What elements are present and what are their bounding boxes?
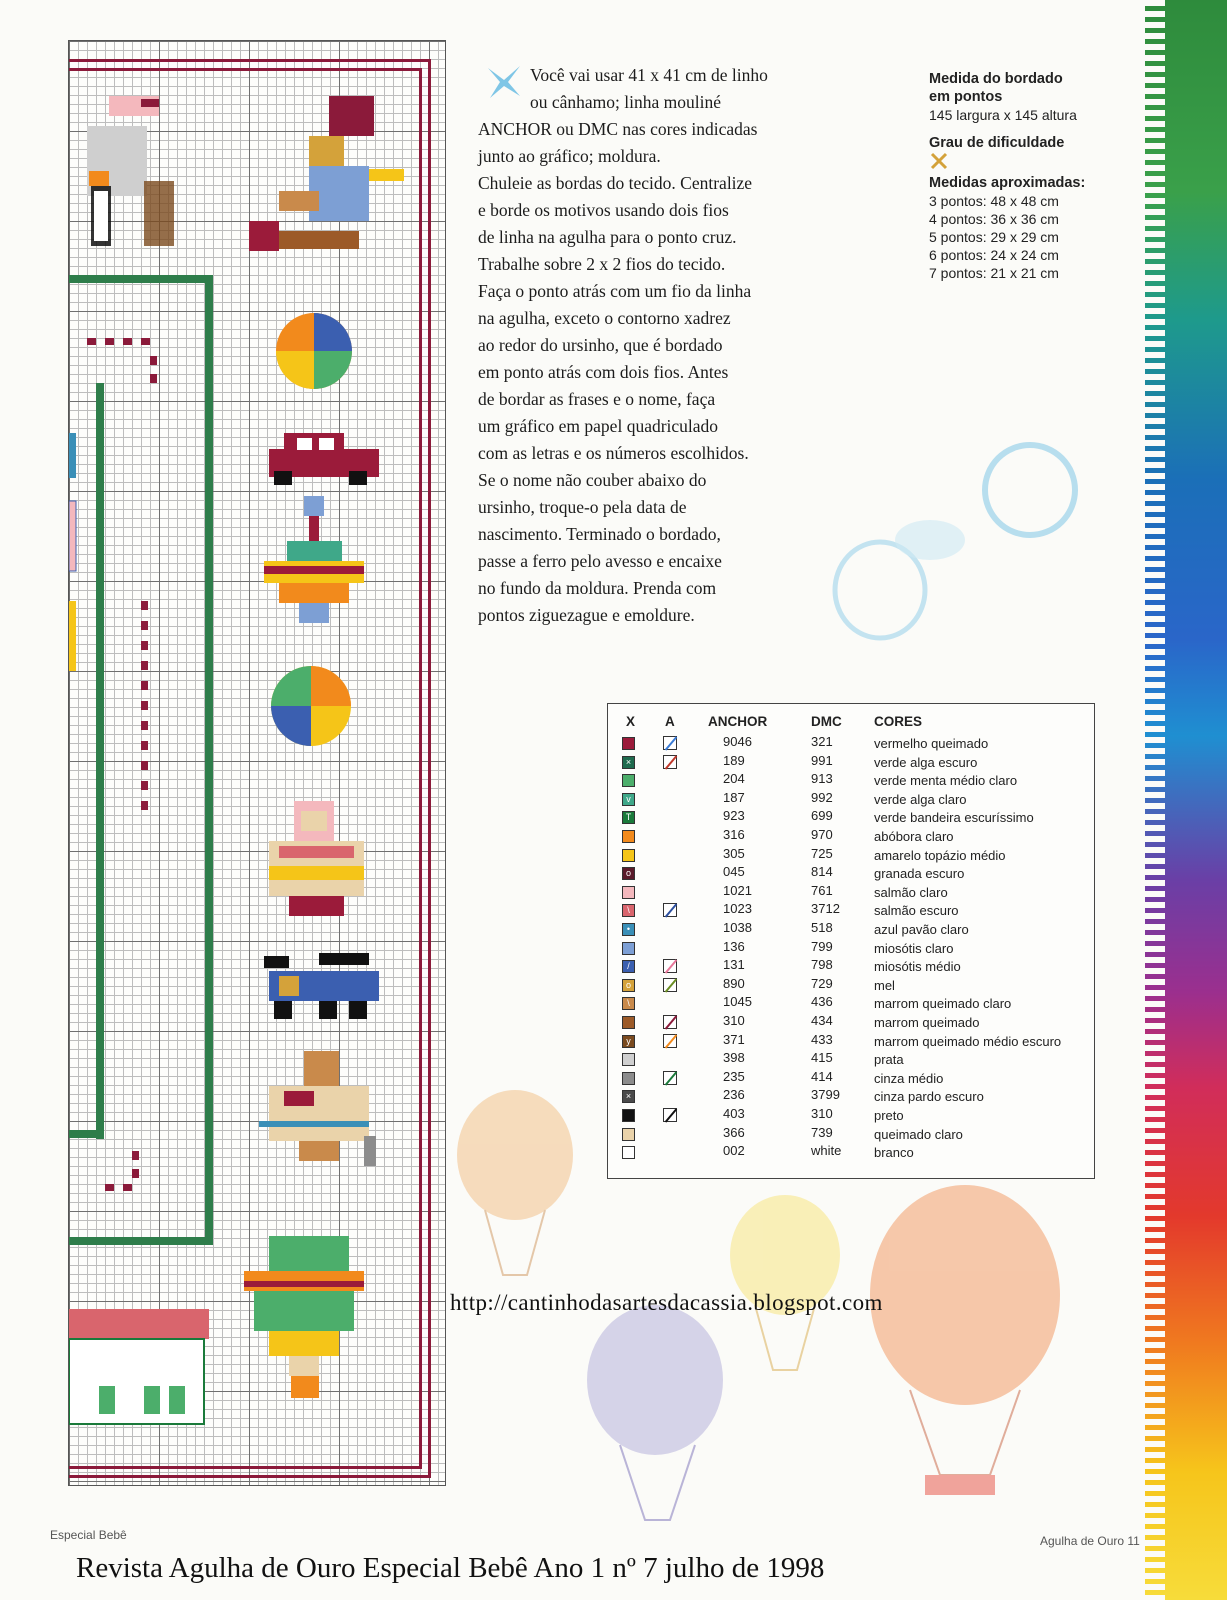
difficulty-heading: Grau de dificuldade [929, 135, 1065, 151]
color-swatch [622, 1072, 635, 1085]
dmc-code: 814 [811, 864, 833, 880]
measures-heading: Medidas aproximadas: [929, 175, 1086, 191]
anchor-code: 310 [723, 1013, 745, 1028]
color-name: miosótis médio [874, 959, 961, 975]
backstitch-swatch [663, 959, 677, 973]
legend-header-anchor: ANCHOR [708, 714, 768, 729]
color-swatch [622, 1016, 635, 1029]
legend-header-dmc: DMC [811, 714, 842, 729]
color-name: branco [874, 1145, 914, 1161]
size-heading-2: em pontos [929, 89, 1003, 105]
color-name: queimado claro [874, 1126, 963, 1142]
instruction-line: em ponto atrás com dois fios. Antes [478, 362, 729, 382]
dmc-code: 3712 [811, 901, 840, 917]
dmc-code: 992 [811, 789, 833, 805]
color-swatch [622, 830, 635, 843]
instruction-line: ursinho, troque-o pela data de [478, 497, 687, 517]
size-value: 145 largura x 145 altura [929, 107, 1077, 123]
pacifier-illustration [820, 430, 1140, 670]
anchor-code: 398 [723, 1050, 745, 1066]
color-name: granada escuro [874, 866, 965, 882]
instructions-text [478, 62, 838, 629]
color-swatch [622, 774, 635, 787]
legend-row [608, 901, 1094, 920]
color-swatch: / [622, 960, 635, 973]
anchor-code: 045 [723, 864, 745, 880]
dmc-code: 518 [811, 920, 833, 935]
color-name: verde menta médio claro [874, 773, 1018, 789]
backstitch-swatch [663, 903, 677, 917]
instruction-line: de bordar as frases e o nome, faça [478, 389, 716, 409]
legend-row [608, 1032, 1094, 1051]
dmc-code: 321 [811, 734, 833, 749]
instruction-line: ou cânhamo; linha mouliné [530, 92, 721, 112]
color-swatch [622, 849, 635, 862]
anchor-code: 316 [723, 827, 745, 842]
anchor-code: 890 [723, 975, 745, 991]
dmc-code: 414 [811, 1068, 833, 1084]
instruction-line: junto ao gráfico; moldura. [478, 146, 661, 166]
anchor-code: 1045 [723, 994, 752, 1010]
color-name: amarelo topázio médio [874, 847, 1006, 863]
color-swatch: o [622, 867, 635, 880]
color-swatch: v [622, 793, 635, 806]
color-name: verde bandeira escuríssimo [874, 810, 1034, 826]
legend-row [608, 976, 1094, 995]
instruction-line: Se o nome não couber abaixo do [478, 470, 707, 490]
legend-row [608, 920, 1094, 939]
anchor-code: 371 [723, 1031, 745, 1047]
color-swatch [622, 1053, 635, 1066]
legend-row [608, 1069, 1094, 1088]
dmc-code: 913 [811, 771, 833, 787]
color-swatch: × [622, 756, 635, 769]
color-name: abóbora claro [874, 829, 954, 844]
instruction-line: no fundo da moldura. Prenda com [478, 578, 717, 598]
instruction-line: um gráfico em papel quadriculado [478, 416, 719, 436]
instruction-line: ANCHOR ou DMC nas cores indicadas [478, 119, 758, 139]
legend-row [608, 753, 1094, 772]
dmc-code: 729 [811, 975, 833, 991]
instruction-line: Você vai usar 41 x 41 cm de linho [530, 65, 768, 85]
legend-row [608, 808, 1094, 827]
color-swatch: T [622, 811, 635, 824]
color-name: azul pavão claro [874, 922, 969, 937]
color-name: verde alga escuro [874, 754, 978, 770]
size-heading: Medida do bordado [929, 71, 1063, 87]
anchor-code: 366 [723, 1124, 745, 1140]
embroidery-specs [929, 70, 1159, 282]
dmc-code: 310 [811, 1106, 833, 1121]
color-name: cinza médio [874, 1070, 944, 1086]
legend-row [608, 1013, 1094, 1032]
legend-row [608, 734, 1094, 753]
dmc-code: 415 [811, 1050, 833, 1066]
legend-header-x: X [626, 714, 636, 729]
anchor-code: 235 [723, 1068, 745, 1084]
color-swatch: \ [622, 997, 635, 1010]
anchor-code: 189 [723, 752, 745, 768]
anchor-code: 187 [723, 789, 745, 805]
color-swatch [622, 886, 635, 899]
color-swatch [622, 737, 635, 750]
balloons-illustration [455, 1090, 1135, 1560]
anchor-code: 131 [723, 957, 745, 973]
legend-header-a: A [665, 714, 675, 729]
anchor-code: 923 [723, 808, 745, 824]
color-swatch: \ [622, 904, 635, 917]
color-swatch: y [622, 1035, 635, 1048]
color-name: salmão claro [874, 884, 948, 900]
color-name: prata [874, 1052, 904, 1068]
backstitch-swatch [663, 1071, 677, 1085]
dmc-code: 991 [811, 752, 833, 768]
legend-header-cores: CORES [874, 714, 923, 729]
color-name: vermelho queimado [874, 736, 989, 751]
dmc-code: 739 [811, 1124, 833, 1140]
legend-row [608, 883, 1094, 902]
dmc-code: 725 [811, 845, 833, 861]
backstitch-swatch [663, 736, 677, 750]
anchor-code: 136 [723, 938, 745, 954]
color-name: marrom queimado [874, 1015, 980, 1030]
dmc-code: 798 [811, 957, 833, 973]
backstitch-swatch [663, 978, 677, 992]
color-name: marrom queimado médio escuro [874, 1033, 1062, 1049]
measure-item: 5 pontos: 29 x 29 cm [929, 229, 1059, 245]
anchor-code: 1023 [723, 901, 752, 917]
legend-row [608, 994, 1094, 1013]
color-swatch: o [622, 979, 635, 992]
measure-item: 6 pontos: 24 x 24 cm [929, 247, 1059, 263]
measure-item: 3 pontos: 48 x 48 cm [929, 193, 1059, 209]
dmc-code: 761 [811, 882, 833, 898]
dmc-code: white [811, 1143, 842, 1159]
instruction-line: pontos ziguezague e emoldure. [478, 605, 695, 625]
anchor-code: 403 [723, 1106, 745, 1121]
anchor-code: 236 [723, 1087, 745, 1103]
instruction-line: ao redor do ursinho, que é bordado [478, 335, 723, 355]
cross-stitch-chart [68, 40, 446, 1486]
instruction-line: na agulha, exceto o contorno xadrez [478, 308, 731, 328]
dmc-code: 3799 [811, 1087, 840, 1103]
blog-url: http://cantinhodasartesdacassia.blogspot.com [450, 1290, 883, 1315]
legend-row [608, 864, 1094, 883]
crayon-edge-texture [1135, 0, 1165, 1600]
anchor-code: 204 [723, 771, 745, 787]
difficulty-cross-icon [929, 152, 949, 170]
dmc-code: 799 [811, 938, 833, 954]
anchor-code: 9046 [723, 734, 752, 749]
color-name: marrom queimado claro [874, 996, 1012, 1012]
instruction-line: Trabalhe sobre 2 x 2 fios do tecido. [478, 254, 726, 274]
anchor-code: 305 [723, 845, 745, 861]
chart-motifs [69, 41, 447, 1487]
color-name: verde alga claro [874, 791, 967, 807]
dmc-code: 699 [811, 808, 833, 824]
legend-row [608, 827, 1094, 846]
legend-row [608, 939, 1094, 958]
dmc-code: 970 [811, 827, 833, 842]
instruction-line: com as letras e os números escolhidos. [478, 443, 749, 463]
color-swatch: • [622, 923, 635, 936]
instruction-line: passe a ferro pelo avesso e encaixe [478, 551, 722, 571]
color-swatch [622, 942, 635, 955]
anchor-code: 002 [723, 1143, 745, 1159]
instruction-line: Faça o ponto atrás com um fio da linha [478, 281, 752, 301]
color-swatch: × [622, 1090, 635, 1103]
backstitch-swatch [663, 1015, 677, 1029]
dmc-code: 433 [811, 1031, 833, 1047]
dmc-code: 436 [811, 994, 833, 1010]
dmc-code: 434 [811, 1013, 833, 1028]
color-name: miosótis claro [874, 940, 954, 956]
color-name: mel [874, 977, 895, 993]
color-name: cinza pardo escuro [874, 1089, 984, 1105]
color-name: salmão escuro [874, 903, 959, 919]
measure-item: 7 pontos: 21 x 21 cm [929, 265, 1059, 281]
instruction-line: e borde os motivos usando dois fios [478, 200, 729, 220]
measure-item: 4 pontos: 36 x 36 cm [929, 211, 1059, 227]
backstitch-swatch [663, 755, 677, 769]
backstitch-swatch [663, 1034, 677, 1048]
color-name: preto [874, 1108, 904, 1123]
anchor-code: 1038 [723, 920, 752, 935]
anchor-code: 1021 [723, 882, 752, 898]
legend-row [608, 1050, 1094, 1069]
instruction-line: nascimento. Terminado o bordado, [478, 524, 721, 544]
instruction-line: de linha na agulha para o ponto cruz. [478, 227, 737, 247]
legend-row [608, 846, 1094, 865]
section-label: Especial Bebê [50, 1528, 127, 1542]
legend-row [608, 790, 1094, 809]
page-label: Agulha de Ouro 11 [1040, 1534, 1140, 1548]
magazine-caption: Revista Agulha de Ouro Especial Bebê Ano 1 nº 7 julho de 1998 [76, 1552, 825, 1584]
legend-row [608, 957, 1094, 976]
legend-row [608, 771, 1094, 790]
instruction-line: Chuleie as bordas do tecido. Centralize [478, 173, 753, 193]
